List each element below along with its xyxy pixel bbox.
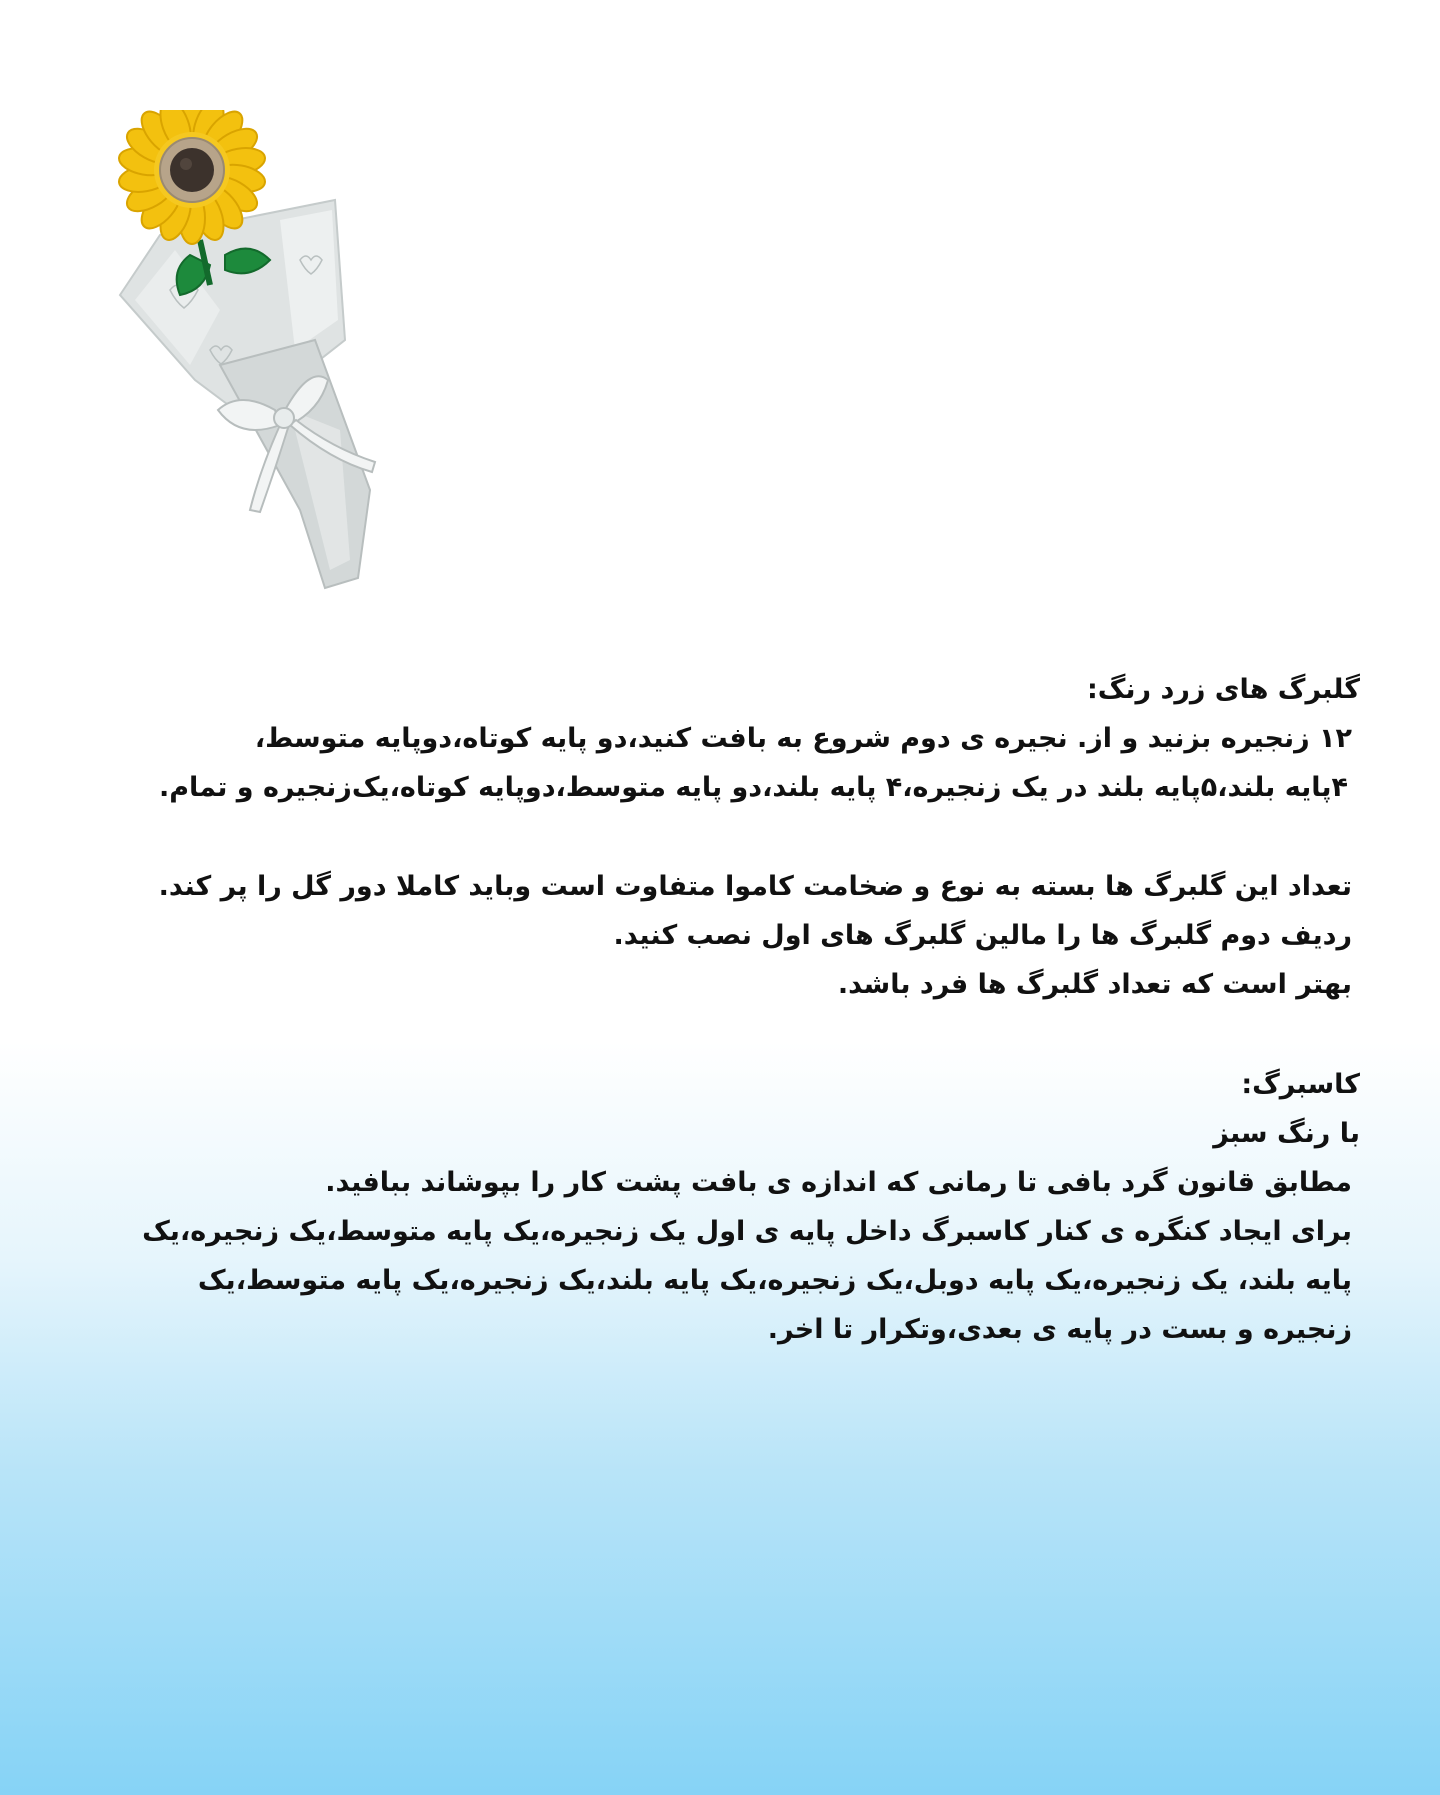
- count-line-2: ردیف دوم گلبرگ ها را مالین گلبرگ های اول نصب کنید.: [613, 920, 1352, 951]
- sepal-heading: کاسبرگ:: [1241, 1069, 1360, 1100]
- count-line-1: تعداد این گلبرگ ها بسته به نوع و ضخامت کاموا متفاوت است وباید کاملا دور گل را پر کند.: [158, 871, 1352, 902]
- sepal-section: [102, 1060, 1360, 1354]
- sepal-line-1: مطابق قانون گرد بافی تا رمانی که اندازه ی بافت پشت کار را بپوشاند ببافید.: [325, 1167, 1352, 1198]
- sunflower-bouquet-illustration: [100, 110, 460, 600]
- petals-section: [122, 665, 1360, 812]
- sepal-paragraph: برای ایجاد کنگره ی کنار کاسبرگ داخل پایه ی اول یک زنجیره،یک پایه متوسط،یک زنجیره،یک پایه بلند، یک زنجیره،یک پایه دوبل،یک زنجیره،یک پایه بلند،یک زنجیره،یک پایه متوسط،یک زنجیره و بست در پایه ی بعدی،وتکرار تا اخر.: [142, 1216, 1352, 1345]
- petals-line-2: ۴پایه بلند،۵پایه بلند در یک زنجیره،۴ پایه بلند،دو پایه متوسط،دوپایه کوتاه،یک‌زنجیره و تمام.: [158, 772, 1348, 803]
- petals-heading: گلبرگ های زرد رنگ:: [1086, 674, 1360, 705]
- petals-line-1: ۱۲ زنجیره بزنید و از. نجیره ی دوم شروع به بافت کنید،دو پایه کوتاه،دوپایه متوسط،: [254, 723, 1352, 754]
- count-line-3: بهتر است که تعداد گلبرگ ها فرد باشد.: [837, 969, 1352, 1000]
- petal-count-section: [122, 862, 1352, 1009]
- sepal-color-line: با رنگ سبز: [1213, 1118, 1360, 1149]
